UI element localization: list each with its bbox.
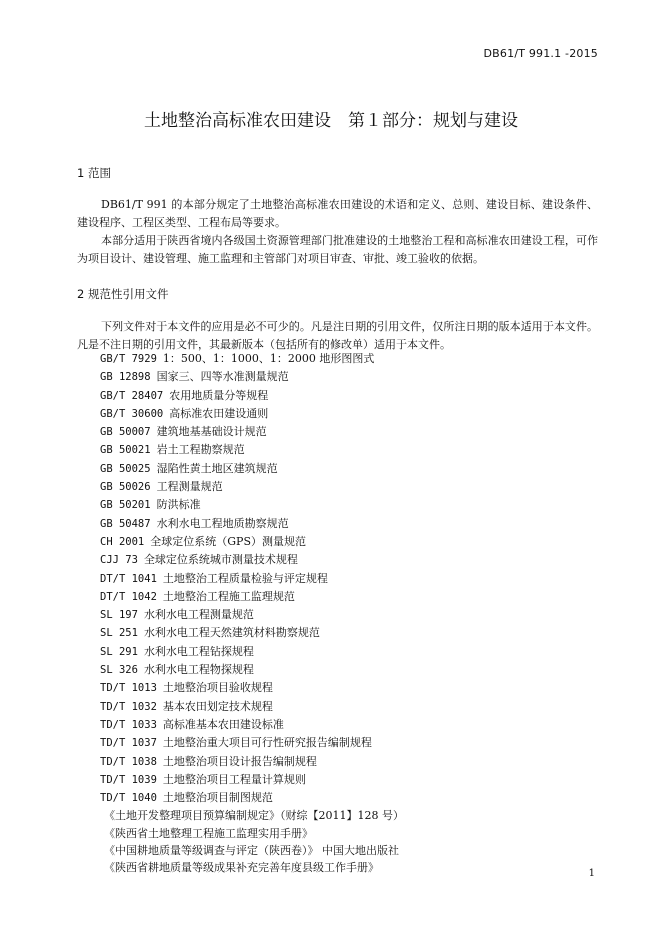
reference-name: 建筑地基基础设计规范 <box>156 425 267 439</box>
reference-code: GB/T 30600 <box>100 407 164 420</box>
scope-paragraph-1 <box>77 196 598 232</box>
reference-item <box>100 405 404 423</box>
reference-code: GB 50025 <box>100 462 151 475</box>
reference-code: GB 50026 <box>100 481 151 494</box>
reference-code: GB 50201 <box>100 499 151 512</box>
reference-item <box>100 734 404 752</box>
standard-code: DB61/T 991.1 -2015 <box>483 47 598 60</box>
reference-item <box>100 716 404 734</box>
reference-item <box>100 588 404 606</box>
reference-name: 水利水电工程物探规程 <box>143 663 254 677</box>
document-title: 土地整治高标准农田建设 第１部分：规划与建设 <box>144 111 518 131</box>
reference-name: 水利水电工程天然建筑材料勘察规范 <box>143 626 320 640</box>
reference-book-item: 《陕西省土地整理工程施工监理实用手册》 <box>104 826 313 840</box>
reference-book-item: 《中国耕地质量等级调查与评定（陕西卷）》 中国大地出版社 <box>104 844 399 858</box>
reference-item <box>100 478 404 496</box>
reference-code: TD/T 1033 <box>100 718 157 731</box>
reference-code: GB 50021 <box>100 444 151 457</box>
reference-name: 湿陷性黄土地区建筑规范 <box>156 461 278 475</box>
reference-item <box>100 606 404 624</box>
reference-name: 土地整治项目工程量计算规则 <box>162 772 306 786</box>
reference-name: 基本农田划定技术规程 <box>162 699 273 713</box>
reference-item <box>100 368 404 386</box>
reference-name: 防洪标准 <box>156 498 201 512</box>
reference-item <box>100 441 404 459</box>
reference-item <box>100 515 404 533</box>
reference-item <box>100 698 404 716</box>
reference-code: SL 197 <box>100 609 138 622</box>
reference-code: TD/T 1037 <box>100 737 157 750</box>
scope-paragraph-2-text: 本部分适用于陕西省境内各级国土资源管理部门批准建设的土地整治工程和高标准农田建设工程，可作为项目设计、建设管理、施工监理和主管部门对项目审查、审批、竣工验收的依据。 <box>77 234 598 265</box>
reference-item <box>100 551 404 569</box>
reference-name: 高标准农田建设通则 <box>169 406 269 420</box>
reference-name: 土地整治工程施工监理规范 <box>162 589 295 603</box>
section-heading-normative-references: 2 规范性引用文件 <box>77 287 169 301</box>
reference-code: GB 12898 <box>100 371 151 384</box>
reference-item <box>100 624 404 642</box>
reference-name: 高标准基本农田建设标准 <box>162 717 284 731</box>
reference-code: GB 50007 <box>100 426 151 439</box>
reference-code: GB/T 28407 <box>100 389 164 402</box>
reference-item <box>100 570 404 588</box>
reference-item <box>100 350 404 368</box>
reference-item <box>100 533 404 551</box>
section-heading-scope: 1 范围 <box>77 166 111 180</box>
reference-name: 岩土工程勘察规范 <box>156 443 245 457</box>
reference-name: 土地整治项目设计报告编制规程 <box>162 754 317 768</box>
reference-code: SL 251 <box>100 627 138 640</box>
reference-code: CJJ 73 <box>100 554 138 567</box>
reference-name: 土地整治项目验收规程 <box>162 681 273 695</box>
reference-code: DT/T 1042 <box>100 590 157 603</box>
reference-code: GB 50487 <box>100 517 151 530</box>
reference-name: 水利水电工程钻探规程 <box>143 644 254 658</box>
reference-name: 1：500、1：1000、1：2000 地形图图式 <box>162 352 375 365</box>
reference-name: 土地整治工程质量检验与评定规程 <box>162 571 328 585</box>
scope-paragraph-1-text: DB61/T 991 的本部分规定了土地整治高标准农田建设的术语和定义、总则、建设目标、建设条件、建设程序、工程区类型、工程布局等要求。 <box>77 198 598 229</box>
reference-name: 土地整治重大项目可行性研究报告编制规程 <box>162 736 372 750</box>
reference-code: SL 291 <box>100 645 138 658</box>
reference-code: GB/T 7929 <box>100 353 157 365</box>
reference-code: TD/T 1038 <box>100 755 157 768</box>
reference-code: TD/T 1013 <box>100 682 157 695</box>
reference-book-item: 《陕西省耕地质量等级成果补充完善年度县级工作手册》 <box>104 861 379 875</box>
reference-name: 水利水电工程地质勘察规范 <box>156 516 289 530</box>
reference-name: 全球定位系统（GPS）测量规范 <box>150 534 306 548</box>
reference-list <box>100 350 404 877</box>
reference-item <box>100 771 404 789</box>
page-number: 1 <box>588 868 595 879</box>
reference-item <box>100 679 404 697</box>
reference-code: TD/T 1039 <box>100 773 157 786</box>
reference-name: 水利水电工程测量规范 <box>143 608 254 622</box>
reference-code: CH 2001 <box>100 535 145 548</box>
references-intro-text: 下列文件对于本文件的应用是必不可少的。凡是注日期的引用文件，仅所注日期的版本适用于本文件。凡是不注日期的引用文件，其最新版本（包括所有的修改单）适用于本文件。 <box>77 320 598 351</box>
reference-item <box>100 460 404 478</box>
scope-paragraph-2 <box>77 232 598 268</box>
reference-item <box>100 643 404 661</box>
references-intro <box>77 318 598 354</box>
reference-name: 全球定位系统城市测量技术规程 <box>143 553 298 567</box>
reference-code: SL 326 <box>100 664 138 677</box>
reference-name: 国家三、四等水准测量规范 <box>156 370 289 384</box>
reference-name: 土地整治项目制图规范 <box>162 791 273 805</box>
reference-code: TD/T 1040 <box>100 792 157 805</box>
reference-book-item: 《土地开发整理项目预算编制规定》（财综【2011】128 号） <box>104 809 404 823</box>
reference-item <box>100 753 404 771</box>
reference-name: 农用地质量分等规程 <box>169 388 269 402</box>
reference-code: DT/T 1041 <box>100 572 157 585</box>
reference-item <box>100 387 404 405</box>
reference-item <box>100 423 404 441</box>
reference-item <box>100 789 404 807</box>
reference-item <box>100 496 404 514</box>
reference-name: 工程测量规范 <box>156 480 223 494</box>
reference-item <box>100 661 404 679</box>
reference-code: TD/T 1032 <box>100 700 157 713</box>
